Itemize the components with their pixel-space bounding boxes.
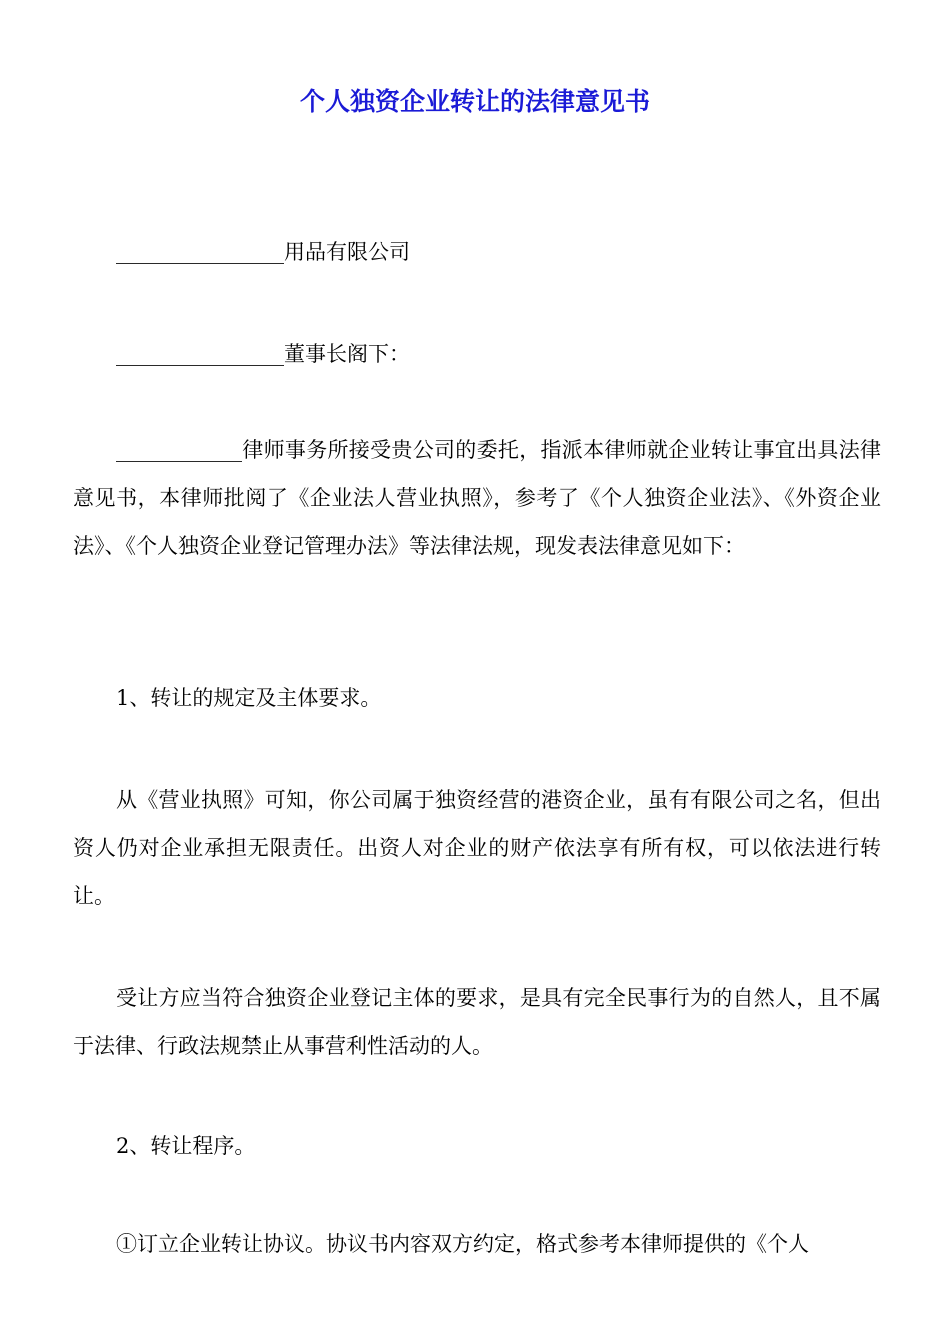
section-1-heading: 1、转让的规定及主体要求。 (116, 686, 382, 710)
document-title: 个人独资企业转让的法律意见书 (299, 87, 650, 116)
section-2-heading: 2、转让程序。 (116, 1134, 256, 1158)
section-2-paragraph-1: ①订立企业转让协议。协议书内容双方约定，格式参考本律师提供的《个人 (116, 1232, 809, 1256)
section-1-paragraph-2: 受让方应当符合独资企业登记主体的要求，是具有完全民事行为的自然人，且不属于法律、行政法规禁止从事营利性活动的人。 (73, 986, 881, 1058)
salutation-company: ________________用品有限公司 (116, 240, 410, 264)
section-1-paragraph-1: 从《营业执照》可知，你公司属于独资经营的港资企业，虽有有限公司之名，但出资人仍对企业承担无限责任。出资人对企业的财产依法享有所有权，可以依法进行转让。 (73, 788, 881, 908)
salutation-chairman: ________________董事长阁下： (116, 342, 410, 366)
intro-paragraph: ____________律师事务所接受贵公司的委托，指派本律师就企业转让事宜出具法律意见书，本律师批阅了《企业法人营业执照》，参考了《个人独资企业法》、《外资企业法》、《个人独资企业登记管理办法》等法律法规，现发表法律意见如下： (73, 438, 881, 558)
